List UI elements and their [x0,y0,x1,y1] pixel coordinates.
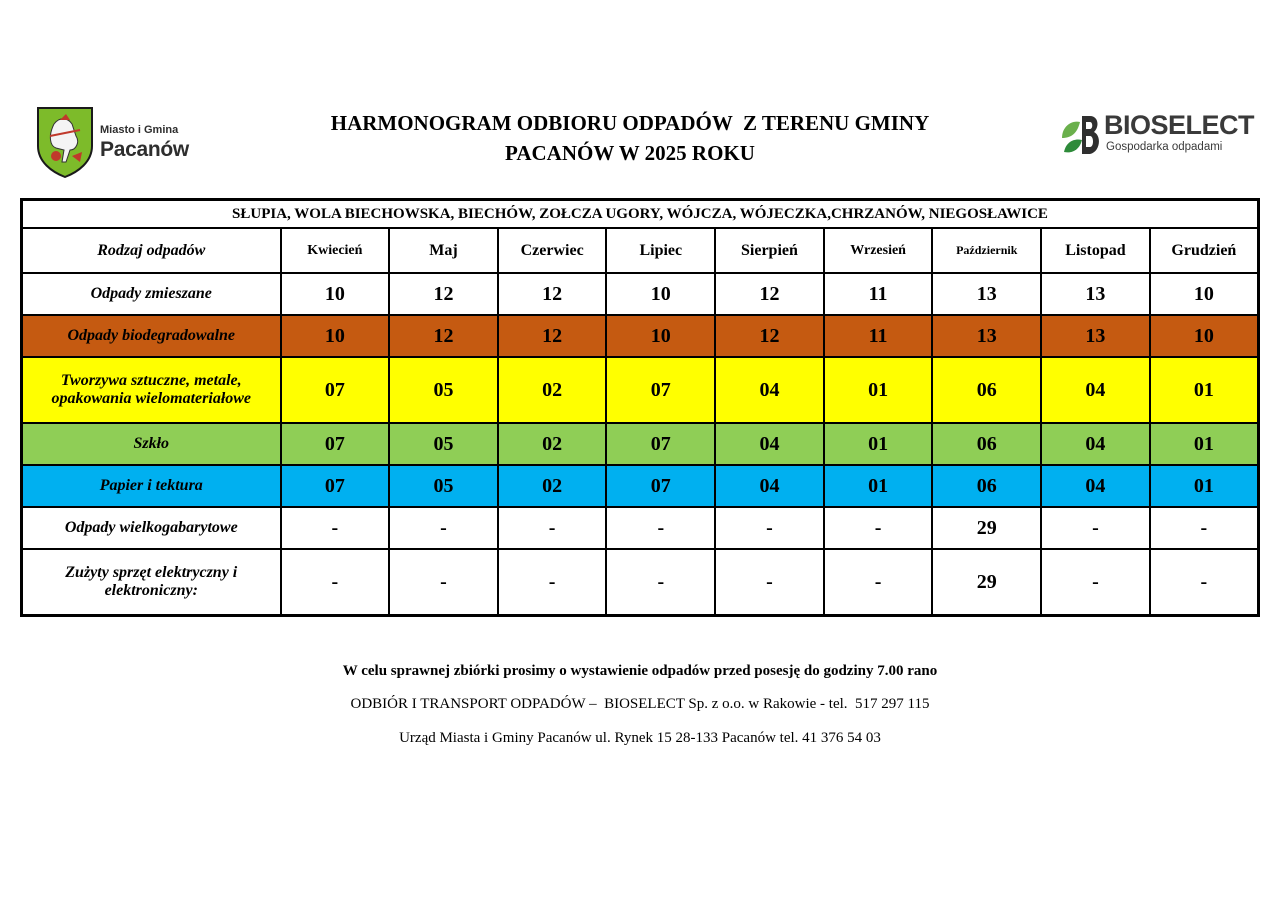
date-cell: 10 [281,315,390,357]
date-cell: 07 [281,357,390,423]
date-cell: 13 [932,315,1041,357]
bioselect-name: BIOSELECT [1104,110,1255,140]
date-cell: - [715,507,824,549]
month-header: Maj [389,228,498,273]
table-row-mixed-waste [22,273,1259,315]
date-cell: 13 [1041,273,1150,315]
month-header: Wrzesień [824,228,933,273]
municipality-logo-line2: Pacanów [100,138,189,161]
date-cell: - [1041,507,1150,549]
date-cell: - [498,507,607,549]
row-label-line2: opakowania wielomateriałowe [51,390,252,407]
date-cell: 12 [389,273,498,315]
title-line2: PACANÓW W 2025 ROKU [505,141,755,165]
footer-contractor: ODBIÓR I TRANSPORT ODPADÓW – BIOSELECT Sp. z o.o. w Rakowie - tel. 517 297 115 [350,696,930,712]
date-cell: - [715,549,824,616]
date-cell: 12 [498,315,607,357]
date-cell: 01 [824,465,933,507]
date-cell: 07 [281,423,390,465]
date-cell: 11 [824,273,933,315]
date-cell: 11 [824,315,933,357]
date-cell: 07 [606,423,715,465]
date-cell: 05 [389,357,498,423]
date-cell: 01 [824,357,933,423]
date-cell: - [281,549,390,616]
footer-office-address: Urząd Miasta i Gminy Pacanów ul. Rynek 15 28-133 Pacanów tel. 41 376 54 03 [399,730,881,746]
waste-type-header: Rodzaj odpadów [22,228,281,273]
table-row-paper [22,465,1259,507]
date-cell: 05 [389,465,498,507]
row-label [22,549,281,616]
date-cell: 13 [1041,315,1150,357]
date-cell: 07 [606,357,715,423]
row-label [22,357,281,423]
date-cell: - [1150,507,1259,549]
date-cell: 02 [498,423,607,465]
date-cell: 01 [1150,465,1259,507]
month-header: Kwiecień [281,228,390,273]
month-header: Czerwiec [498,228,607,273]
date-cell: - [606,549,715,616]
date-cell: 04 [715,465,824,507]
date-cell: 12 [715,315,824,357]
date-cell: 01 [1150,357,1259,423]
coat-of-arms-icon [36,106,94,178]
row-label-line2: elektroniczny: [104,582,198,599]
date-cell: 10 [606,273,715,315]
date-cell: - [824,507,933,549]
date-cell: 29 [932,507,1041,549]
date-cell: 10 [281,273,390,315]
footer-instruction: W celu sprawnej zbiórki prosimy o wystawienie odpadów przed posesję do godziny 7.00 rano [342,663,938,679]
date-cell: 01 [1150,423,1259,465]
date-cell: - [1041,549,1150,616]
date-cell: - [498,549,607,616]
date-cell: 04 [715,357,824,423]
title-line1: HARMONOGRAM ODBIORU ODPADÓW Z TERENU GMINY [330,111,930,135]
month-header: Październik [932,228,1041,273]
date-cell: 06 [932,465,1041,507]
row-label: Odpady zmieszane [22,273,281,315]
bioselect-logo [1058,110,1255,160]
date-cell: 10 [1150,273,1259,315]
date-cell: 02 [498,357,607,423]
date-cell: - [1150,549,1259,616]
row-label-line1: Tworzywa sztuczne, metale, [60,372,242,389]
date-cell: 06 [932,423,1041,465]
date-cell: 06 [932,357,1041,423]
municipality-logo-line1: Miasto i Gmina [100,124,179,136]
date-cell: 05 [389,423,498,465]
schedule-table [20,198,1260,617]
bioselect-leaf-icon [1058,112,1102,160]
row-label-line1: Zużyty sprzęt elektryczny i [65,564,238,581]
date-cell: 12 [498,273,607,315]
row-label: Odpady wielkogabarytowe [22,507,281,549]
month-header: Sierpień [715,228,824,273]
localities-header: SŁUPIA, WOLA BIECHOWSKA, BIECHÓW, ZOŁCZA UGORY, WÓJCZA, WÓJECZKA,CHRZANÓW, NIEGOSŁAWICE [22,200,1259,229]
table-row-bulky-waste [22,507,1259,549]
date-cell: 10 [606,315,715,357]
page-title [250,108,1010,168]
date-cell: 04 [715,423,824,465]
date-cell: - [281,507,390,549]
month-header: Listopad [1041,228,1150,273]
date-cell: 01 [824,423,933,465]
date-cell: - [389,507,498,549]
row-label: Szkło [22,423,281,465]
date-cell: 07 [281,465,390,507]
date-cell: 07 [606,465,715,507]
month-header: Lipiec [606,228,715,273]
date-cell: 04 [1041,357,1150,423]
table-row-electronics [22,549,1259,616]
bioselect-subtitle: Gospodarka odpadami [1106,141,1223,153]
month-header: Grudzień [1150,228,1259,273]
municipality-logo [36,106,216,182]
date-cell: - [389,549,498,616]
date-cell: 12 [389,315,498,357]
row-label: Papier i tektura [22,465,281,507]
row-label: Odpady biodegradowalne [22,315,281,357]
table-row-plastics [22,357,1259,423]
date-cell: 04 [1041,423,1150,465]
date-cell: 12 [715,273,824,315]
date-cell: - [606,507,715,549]
date-cell: - [824,549,933,616]
table-row-glass [22,423,1259,465]
date-cell: 29 [932,549,1041,616]
date-cell: 02 [498,465,607,507]
month-header-row [22,228,1259,273]
date-cell: 13 [932,273,1041,315]
date-cell: 04 [1041,465,1150,507]
date-cell: 10 [1150,315,1259,357]
table-row-biodegradable [22,315,1259,357]
